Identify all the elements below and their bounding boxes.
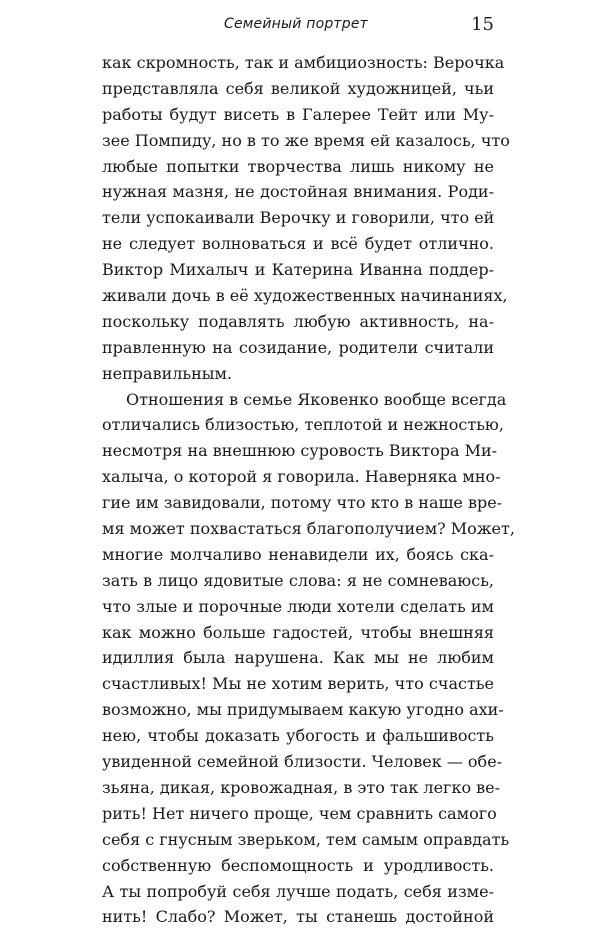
- text-line: возможно, мы придумываем какую угодно ахи-: [102, 700, 504, 720]
- text-line: отличались близостью, теплотой и нежностью,: [102, 415, 504, 435]
- text-line: поскольку подавлять любую активность, на-: [102, 311, 494, 331]
- text-line: несмотря на внешнюю суровость Виктора Ми-: [102, 441, 498, 461]
- text-line: мя может похвастаться благополучием? Может,: [102, 519, 515, 539]
- text-line: А ты попробуй себя лучше подать, себя изме-: [102, 881, 494, 901]
- text-line: нею, чтобы доказать убогость и фальшивость: [102, 726, 494, 746]
- text-line: нужная мазня, не достойная внимания. Роди-: [102, 182, 494, 202]
- text-line: халыча, о которой я говорила. Наверняка мно-: [102, 467, 501, 487]
- text-line: как скромность, так и амбициозность: Верочка: [102, 53, 505, 72]
- text-line: зьяна, дикая, кровожадная, в это так легко ве-: [102, 777, 501, 797]
- text-line: тели успокаивали Верочку и говорили, что ей: [102, 208, 495, 228]
- page-number: 15: [471, 14, 494, 35]
- text-line: представляла себя великой художницей, чьи: [102, 78, 494, 98]
- paragraph-end-line: неправильным.: [102, 363, 233, 383]
- text-line: что злые и порочные люди хотели сделать им: [102, 596, 494, 616]
- text-line: зее Помпиду, но в то же время ей казалось, что: [102, 130, 510, 150]
- text-line: нить! Слабо? Может, ты станешь достойной: [102, 907, 494, 927]
- text-line: собственную беспомощность и уродливость.: [102, 855, 494, 875]
- text-line: себя с гнусным зверьком, тем самым оправдать: [102, 829, 510, 849]
- text-line: идиллия была нарушена. Как мы не любим: [102, 648, 494, 668]
- text-line: многие молчаливо ненавидели их, боясь ска-: [102, 544, 494, 564]
- running-title: Семейный портрет: [224, 16, 369, 32]
- paragraph-start-line: Отношения в семье Яковенко вообще всегда: [126, 389, 507, 409]
- text-line: рить! Нет ничего проще, чем сравнить самого: [102, 803, 497, 823]
- text-line: любые попытки творчества лишь никому не: [102, 156, 494, 176]
- text-line: правленную на созидание, родители считали: [102, 337, 494, 357]
- text-line: живали дочь в её художественных начинаниях,: [102, 286, 508, 306]
- text-line: Виктор Михалыч и Катерина Иванна поддер-: [102, 260, 494, 280]
- text-line: зать в лицо ядовитые слова: я не сомневаюсь,: [102, 570, 494, 590]
- text-line: как можно больше гадостей, чтобы внешняя: [102, 622, 494, 642]
- body-text: [102, 50, 515, 930]
- text-line: работы будут висеть в Галерее Тейт или Му-: [102, 104, 494, 124]
- running-head: [100, 14, 500, 42]
- text-line: счастливых! Мы не хотим верить, что счастье: [102, 674, 494, 694]
- text-line: увиденной семейной близости. Человек — обе-: [102, 752, 503, 772]
- text-line: гие им завидовали, потому что кто в наше вре-: [102, 493, 503, 513]
- text-line: не следует волноваться и всё будет отлично.: [102, 234, 494, 254]
